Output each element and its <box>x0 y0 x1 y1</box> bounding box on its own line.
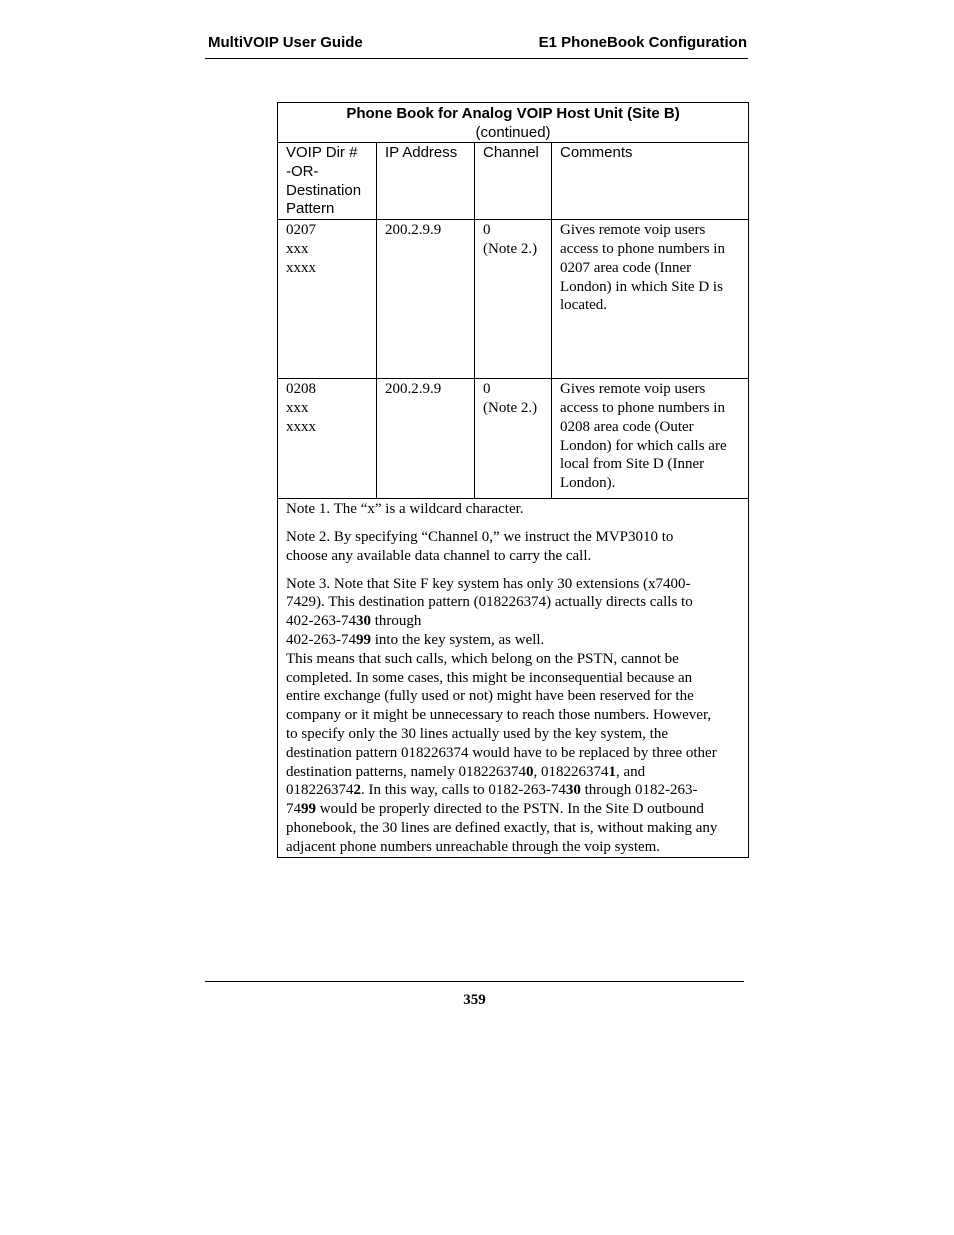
table-notes-row <box>278 499 749 857</box>
note-line: Note 2. By specifying “Channel 0,” we instruct the MVP3010 to <box>286 528 674 545</box>
note-1 <box>286 500 740 519</box>
page-header <box>205 33 748 59</box>
comment-line: London) for which calls are <box>560 437 727 454</box>
cell-ip <box>377 379 475 499</box>
note-line: entire exchange (fully used or not) might have been reserved for the <box>286 688 694 705</box>
note-line: completed. In some cases, this might be inconsequential because an <box>286 669 693 686</box>
phonebook-table <box>277 102 749 858</box>
channel-line: (Note 2.) <box>483 399 538 416</box>
note-line <box>286 800 740 819</box>
header-guide-title: MultiVOIP User Guide <box>208 34 363 51</box>
comment-line: London) in which Site D is <box>560 278 723 295</box>
column-header-line: Channel <box>483 144 539 161</box>
note-emphasis: 30 <box>565 782 581 799</box>
comment-line: access to phone numbers in <box>560 399 725 416</box>
ip-address: 200.2.9.9 <box>385 381 442 398</box>
note-line: This means that such calls, which belong on the PSTN, cannot be <box>286 650 679 667</box>
note-line: adjacent phone numbers unreachable through the voip system. <box>286 838 661 855</box>
column-header-line: IP Address <box>385 144 458 161</box>
table-subtitle: (continued) <box>475 124 551 141</box>
column-header-line: Comments <box>560 144 633 161</box>
note-3 <box>286 575 740 857</box>
pattern-line: xxx <box>286 240 309 257</box>
cell-comments <box>552 220 749 379</box>
note-text: , and <box>615 763 646 780</box>
pattern-line: xxxx <box>286 418 316 435</box>
note-text: through <box>371 613 422 630</box>
note-line <box>286 763 740 782</box>
column-header-channel <box>475 143 552 220</box>
pattern-line: 0208 <box>286 381 316 398</box>
table-row <box>278 220 749 379</box>
channel-line: (Note 2.) <box>483 240 538 257</box>
note-text: would be properly directed to the PSTN. In the Site D outbound <box>316 801 704 818</box>
notes-cell <box>278 499 749 857</box>
comment-line: Gives remote voip users <box>560 222 706 239</box>
note-2 <box>286 528 740 566</box>
note-text: . In this way, calls to 0182-263-74 <box>361 782 566 799</box>
note-emphasis: 99 <box>356 631 371 648</box>
header-section-title: E1 PhoneBook Configuration <box>538 34 747 51</box>
column-header-line: VOIP Dir # <box>286 144 358 161</box>
note-text: 74 <box>286 801 301 818</box>
pattern-line: 0207 <box>286 222 316 239</box>
cell-channel <box>475 379 552 499</box>
note-emphasis: 30 <box>356 613 371 630</box>
note-line: Note 1. The “x” is a wildcard character. <box>286 501 524 518</box>
page-number: 359 <box>463 992 486 1008</box>
note-text: 402-263-74 <box>286 631 356 648</box>
note-text: 402-263-74 <box>286 613 356 630</box>
note-line: to specify only the 30 lines actually used by the key system, the <box>286 725 669 742</box>
cell-channel <box>475 220 552 379</box>
column-header-comments <box>552 143 749 220</box>
note-text: into the key system, as well. <box>371 631 545 648</box>
note-text: through 0182-263- <box>580 782 698 799</box>
note-line: phonebook, the 30 lines are defined exactly, that is, without making any <box>286 819 718 836</box>
comment-line: access to phone numbers in <box>560 240 725 257</box>
channel-line: 0 <box>483 222 491 239</box>
table-title-cell <box>278 103 749 143</box>
note-text: , 018226374 <box>533 763 609 780</box>
ip-address: 200.2.9.9 <box>385 222 442 239</box>
note-emphasis: 1 <box>608 763 616 780</box>
cell-pattern <box>278 220 377 379</box>
table-header-row <box>278 143 749 220</box>
note-line: destination pattern 018226374 would have to be replaced by three other <box>286 744 717 761</box>
comment-line: located. <box>560 297 608 314</box>
channel-line: 0 <box>483 381 491 398</box>
comment-line: 0207 area code (Inner <box>560 259 692 276</box>
note-line: Note 3. Note that Site F key system has only 30 extensions (x7400- <box>286 575 691 592</box>
column-header-pattern <box>278 143 377 220</box>
table-row <box>278 379 749 499</box>
comment-line: London). <box>560 475 616 492</box>
column-header-line: -OR- <box>286 162 319 180</box>
note-text: destination patterns, namely 018226374 <box>286 763 526 780</box>
note-line <box>286 612 740 631</box>
page-footer <box>205 981 744 1009</box>
table-title: Phone Book for Analog VOIP Host Unit (Site B) <box>346 105 680 122</box>
note-emphasis: 99 <box>301 801 316 818</box>
column-header-line: Pattern <box>286 200 335 218</box>
note-emphasis: 2 <box>353 782 361 799</box>
note-emphasis: 0 <box>525 763 534 780</box>
column-header-ip <box>377 143 475 220</box>
note-line: choose any available data channel to carry the call. <box>286 547 592 564</box>
comment-line: local from Site D (Inner <box>560 456 705 473</box>
column-header-line: Destination <box>286 181 362 199</box>
cell-pattern <box>278 379 377 499</box>
pattern-line: xxx <box>286 399 309 416</box>
pattern-line: xxxx <box>286 259 316 276</box>
comment-line: 0208 area code (Outer <box>560 418 694 435</box>
table-title-row <box>278 103 749 143</box>
note-line <box>286 781 740 800</box>
cell-comments <box>552 379 749 499</box>
note-line <box>286 631 740 650</box>
note-text: 018226374 <box>286 782 354 799</box>
note-line: 7429). This destination pattern (018226374) actually directs calls to <box>286 594 693 611</box>
note-line: company or it might be unnecessary to reach those numbers. However, <box>286 707 712 724</box>
cell-ip <box>377 220 475 379</box>
comment-line: Gives remote voip users <box>560 381 706 398</box>
